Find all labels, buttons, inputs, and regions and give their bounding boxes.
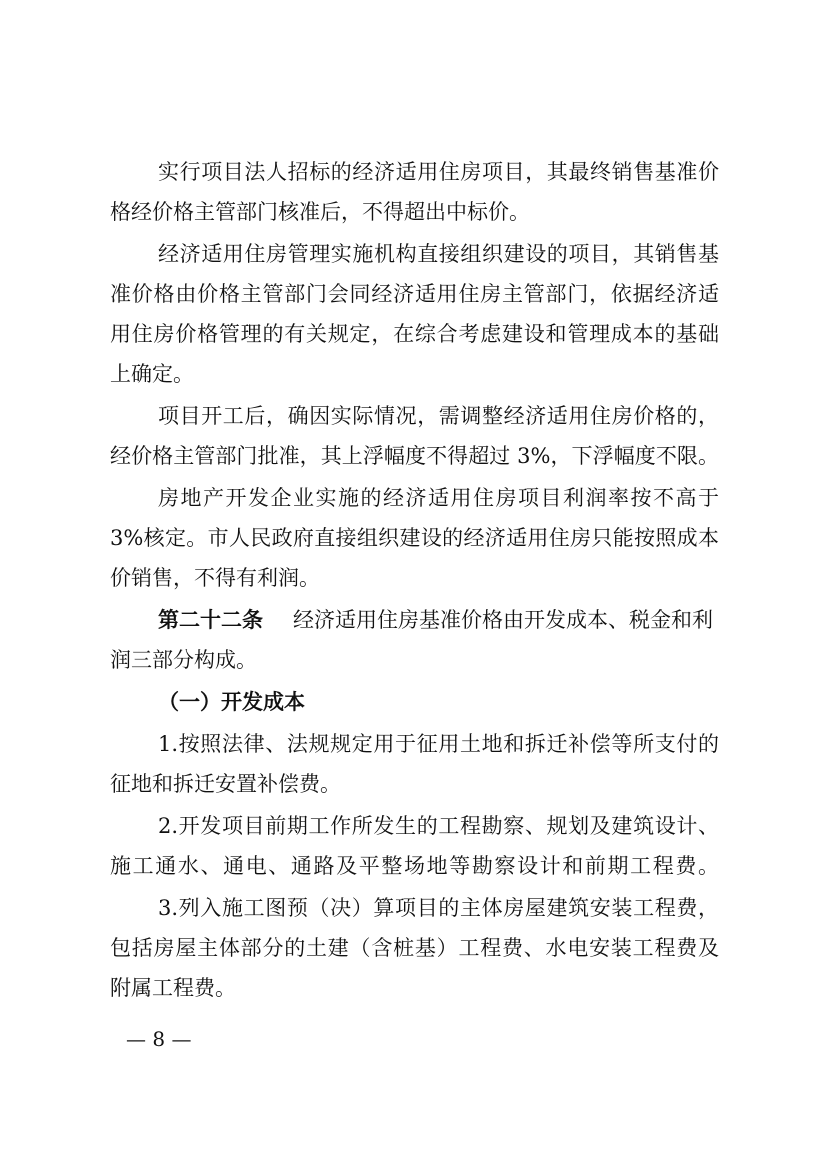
paragraph-line: 准价格由价格主管部门会同经济适用住房主管部门，依据经济适 bbox=[110, 282, 719, 306]
paragraph-line: 用住房价格管理的有关规定，在综合考虑建设和管理成本的基础 bbox=[110, 322, 719, 346]
section-heading: （一）开发成本 bbox=[158, 690, 305, 714]
article-line bbox=[158, 600, 719, 640]
paragraph-line: 3.列入施工图预（决）算项目的主体房屋建筑安装工程费， bbox=[158, 896, 719, 920]
paragraph-line: 上确定。 bbox=[110, 362, 194, 386]
page-number: — 8 — bbox=[126, 1027, 192, 1051]
article-text: 经济适用住房基准价格由开发成本、税金和利 bbox=[293, 608, 713, 632]
paragraph-line: 施工通水、通电、通路及平整场地等勘察设计和前期工程费。 bbox=[110, 854, 719, 878]
paragraph-line: 3%核定。市人民政府直接组织建设的经济适用住房只能按照成本 bbox=[110, 526, 719, 550]
article-number: 第二十二条 bbox=[158, 608, 263, 632]
paragraph-line: 项目开工后，确因实际情况，需调整经济适用住房价格的， bbox=[158, 404, 719, 428]
paragraph-line: 经价格主管部门批准，其上浮幅度不得超过 3%，下浮幅度不限。 bbox=[110, 444, 719, 468]
paragraph-line: 包括房屋主体部分的土建（含桩基）工程费、水电安装工程费及 bbox=[110, 936, 719, 960]
paragraph-line: 价销售，不得有利润。 bbox=[110, 566, 320, 590]
paragraph-line: 经济适用住房管理实施机构直接组织建设的项目，其销售基 bbox=[158, 242, 719, 266]
paragraph-line: 润三部分构成。 bbox=[110, 648, 257, 672]
paragraph-line: 2.开发项目前期工作所发生的工程勘察、规划及建筑设计、 bbox=[158, 814, 719, 838]
paragraph-line: 实行项目法人招标的经济适用住房项目，其最终销售基准价 bbox=[158, 160, 719, 184]
paragraph-line: 1.按照法律、法规规定用于征用土地和拆迁补偿等所支付的 bbox=[158, 732, 719, 756]
paragraph-line: 附属工程费。 bbox=[110, 976, 236, 1000]
paragraph-line: 房地产开发企业实施的经济适用住房项目利润率按不高于 bbox=[158, 486, 719, 510]
paragraph-line: 征地和拆迁安置补偿费。 bbox=[110, 772, 341, 796]
paragraph-line: 格经价格主管部门核准后，不得超出中标价。 bbox=[110, 200, 530, 224]
